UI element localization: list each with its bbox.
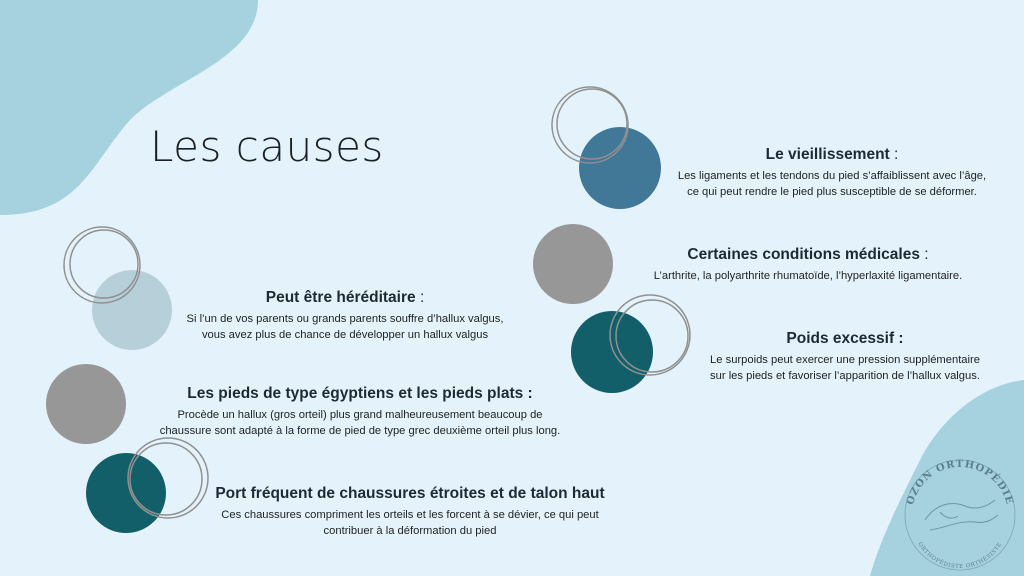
cause-egyptiens <box>125 384 595 439</box>
cause-poids <box>680 329 1010 384</box>
cause-hereditaire <box>165 288 525 343</box>
cause-conditions <box>628 245 988 284</box>
svg-text:ORTHOPÉDISTE ORTHÉSISTE: ORTHOPÉDISTE ORTHÉSISTE <box>916 541 1004 571</box>
circle-chaussures <box>86 453 166 533</box>
cause-description: Procède un hallux (gros orteil) plus grand malheureusement beaucoup de chaussure sont adapté à la forme de pied de type grec deuxième orteil plus long. <box>159 409 561 437</box>
cause-description: Ces chaussures compriment les orteils et les forcent à se dévier, ce qui peut contribuer à la déformation du pied <box>221 509 599 537</box>
cause-heading: Port fréquent de chaussures étroites et de talon haut <box>215 485 605 502</box>
cause-heading: Poids excessif : <box>786 330 904 347</box>
cause-description: Les ligaments et les tendons du pied s’affaiblissent avec l’âge, ce qui peut rendre le pied plus susceptible de se déformer. <box>677 170 987 198</box>
circle-vieillissement <box>579 127 661 209</box>
svg-text:OZON ORTHOPÉDIE: OZON ORTHOPÉDIE <box>905 458 1015 507</box>
circle-conditions <box>533 224 613 304</box>
page-title: Les causes <box>150 122 384 171</box>
cause-heading: Peut être héréditaire : <box>265 289 425 306</box>
cause-chaussures <box>200 484 620 539</box>
cause-heading: Le vieillissement : <box>765 146 899 163</box>
cause-heading: Les pieds de type égyptiens et les pieds plats : <box>187 385 533 402</box>
cause-description: L’arthrite, la polyarthrite rhumatoïde, l’hyperlaxité ligamentaire. <box>653 270 963 282</box>
cause-heading: Certaines conditions médicales : <box>687 246 929 263</box>
circle-egyptiens <box>46 364 126 444</box>
cause-description: Le surpoids peut exercer une pression supplémentaire sur les pieds et favoriser l’apparition de l’hallux valgus. <box>710 354 980 382</box>
top-left-blob <box>0 0 258 215</box>
cause-description: Si l’un de vos parents ou grands parents souffre d’hallux valgus, vous avez plus de chance de développer un hallux valgus <box>186 313 504 341</box>
cause-vieillissement <box>652 145 1012 200</box>
